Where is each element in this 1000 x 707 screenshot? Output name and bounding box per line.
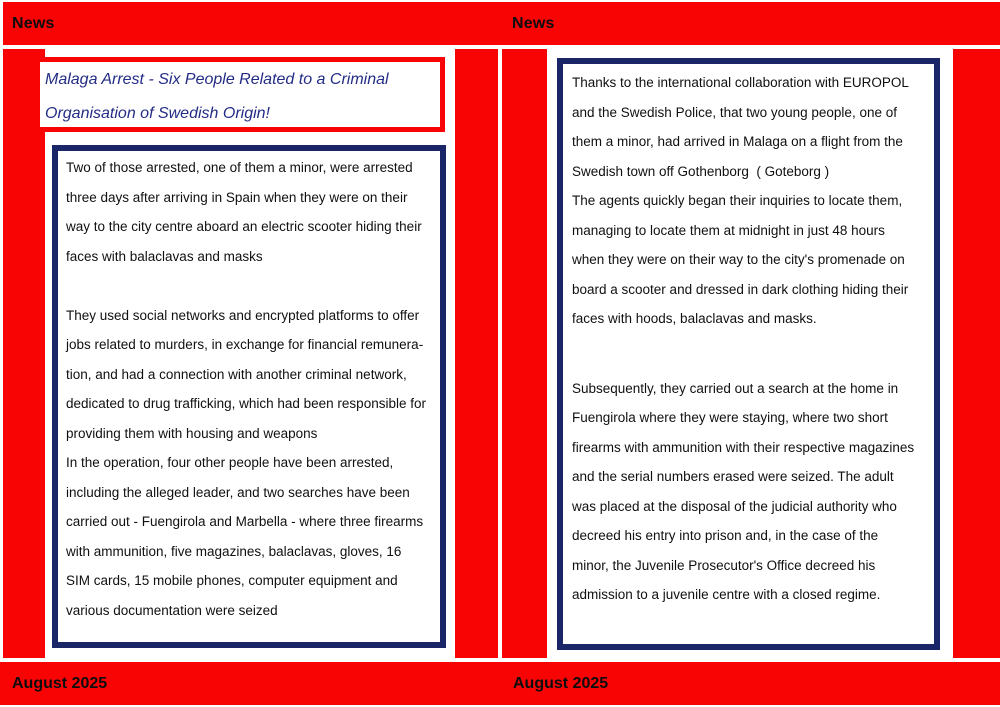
text-line: them a minor, had arrived in Malaga on a flight from the bbox=[572, 134, 903, 149]
text-line: SIM cards, 15 mobile phones, computer equipment and bbox=[66, 573, 398, 588]
footer-date: August 2025 bbox=[12, 674, 108, 692]
text-line: Fuengirola where they were staying, where two short bbox=[572, 410, 888, 425]
text-line: carried out - Fuengirola and Marbella - where three firearms bbox=[66, 514, 424, 529]
text-line: various documentation were seized bbox=[66, 602, 278, 618]
text-line: firearms with ammunition with their respective magazines bbox=[572, 439, 915, 455]
text-line: dedicated to drug trafficking, which had been responsible for bbox=[66, 396, 426, 411]
text-line: The agents quickly began their inquiries to locate them, bbox=[572, 193, 903, 208]
footer-bar bbox=[0, 662, 510, 705]
news-page-right bbox=[502, 0, 1000, 707]
text-line: board a scooter and dressed in dark clothing hiding their bbox=[572, 281, 909, 297]
text-line: with ammunition, five magazines, balaclavas, gloves, 16 bbox=[66, 543, 402, 559]
headline-text bbox=[45, 63, 440, 131]
text-line: In the operation, four other people have been arrested, bbox=[66, 455, 394, 470]
red-strip-right bbox=[953, 49, 1000, 658]
footer-date: August 2025 bbox=[513, 674, 609, 692]
text-line: faces with balaclavas and masks bbox=[66, 248, 263, 264]
news-page-left bbox=[0, 0, 498, 707]
text-line: Subsequently, they carried out a search at the home in bbox=[572, 380, 899, 396]
header-bar bbox=[3, 2, 507, 45]
text-line: Organisation of Swedish Origin! bbox=[45, 105, 270, 122]
text-line: tion, and had a connection with another criminal network, bbox=[66, 366, 407, 382]
text-line: providing them with housing and weapons bbox=[66, 425, 318, 441]
article-text bbox=[66, 153, 440, 625]
text-line: and the Swedish Police, that two young people, one of bbox=[572, 104, 897, 120]
article-box bbox=[52, 145, 446, 648]
text-line: way to the city centre aboard an electric scooter hiding their bbox=[66, 219, 422, 234]
text-line: including the alleged leader, and two searches have been bbox=[66, 484, 410, 500]
text-line: three days after arriving in Spain when they were on their bbox=[66, 189, 408, 205]
text-line bbox=[66, 271, 440, 301]
text-line: and the serial numbers erased were seized. The adult bbox=[572, 469, 894, 484]
text-line: managing to locate them at midnight in just 48 hours bbox=[572, 222, 885, 238]
text-line: when they were on their way to the city's promenade on bbox=[572, 252, 905, 267]
footer-bar bbox=[502, 662, 1000, 705]
header-title: News bbox=[12, 14, 55, 32]
text-line: Thanks to the international collaboration with EUROPOL bbox=[572, 75, 909, 90]
header-bar bbox=[502, 2, 1000, 45]
text-line: minor, the Juvenile Prosecutor's Office decreed his bbox=[572, 557, 876, 573]
text-line: Two of those arrested, one of them a minor, were arrested bbox=[66, 160, 413, 175]
text-line: admission to a juvenile centre with a closed regime. bbox=[572, 587, 881, 602]
article-text bbox=[572, 68, 934, 610]
text-line: was placed at the disposal of the judicial authority who bbox=[572, 498, 897, 514]
text-line bbox=[572, 334, 934, 374]
header-title: News bbox=[512, 14, 555, 32]
text-line: jobs related to murders, in exchange for financial remunera- bbox=[66, 337, 424, 352]
text-line: decreed his entry into prison and, in the case of the bbox=[572, 528, 879, 543]
red-strip-left bbox=[3, 49, 45, 658]
article-box bbox=[557, 58, 940, 650]
red-strip-left bbox=[502, 49, 547, 658]
text-line: Swedish town off Gothenborg ( Goteborg ) bbox=[572, 163, 830, 179]
red-strip-right bbox=[455, 49, 498, 658]
text-line: Malaga Arrest - Six People Related to a Criminal bbox=[45, 71, 389, 88]
text-line: faces with hoods, balaclavas and masks. bbox=[572, 311, 817, 326]
text-line: They used social networks and encrypted platforms to offer bbox=[66, 307, 420, 323]
headline-box bbox=[35, 57, 445, 132]
